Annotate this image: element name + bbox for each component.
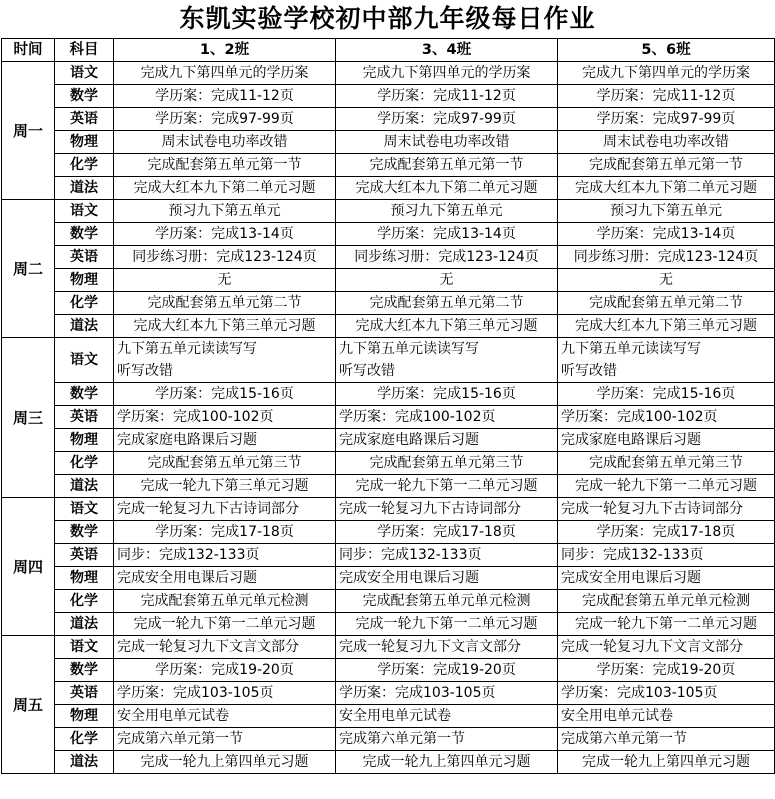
subject-cell: 物理 bbox=[55, 269, 114, 292]
subject-cell: 英语 bbox=[55, 544, 114, 567]
homework-cell: 完成配套第五单元第二节 bbox=[114, 292, 336, 315]
homework-cell: 同步练习册：完成123-124页 bbox=[336, 246, 558, 269]
homework-cell: 完成一轮九上第四单元习题 bbox=[558, 751, 775, 774]
homework-cell: 学历案：完成13-14页 bbox=[114, 223, 336, 246]
subject-cell: 数学 bbox=[55, 85, 114, 108]
homework-cell: 学历案：完成11-12页 bbox=[336, 85, 558, 108]
homework-cell: 完成一轮复习九下古诗词部分 bbox=[558, 498, 775, 521]
table-row bbox=[2, 223, 775, 246]
table-row bbox=[2, 636, 775, 659]
homework-cell: 完成安全用电课后习题 bbox=[558, 567, 775, 590]
homework-cell: 完成配套第五单元第三节 bbox=[114, 452, 336, 475]
table-row bbox=[2, 751, 775, 774]
table-row bbox=[2, 728, 775, 751]
homework-cell: 完成大红本九下第二单元习题 bbox=[336, 177, 558, 200]
homework-cell: 完成一轮复习九下文言文部分 bbox=[558, 636, 775, 659]
homework-cell: 学历案：完成103-105页 bbox=[558, 682, 775, 705]
homework-cell: 九下第五单元读读写写 听写改错 bbox=[336, 338, 558, 383]
homework-cell: 学历案：完成19-20页 bbox=[114, 659, 336, 682]
homework-cell: 完成一轮九下第一二单元习题 bbox=[558, 613, 775, 636]
homework-cell: 完成一轮九上第四单元习题 bbox=[336, 751, 558, 774]
table-row bbox=[2, 498, 775, 521]
table-row bbox=[2, 406, 775, 429]
table-row bbox=[2, 544, 775, 567]
homework-cell: 同步练习册：完成123-124页 bbox=[558, 246, 775, 269]
table-row bbox=[2, 567, 775, 590]
homework-cell: 学历案：完成97-99页 bbox=[336, 108, 558, 131]
subject-cell: 道法 bbox=[55, 751, 114, 774]
homework-cell: 完成配套第五单元第二节 bbox=[558, 292, 775, 315]
homework-cell: 完成一轮九下第一二单元习题 bbox=[114, 613, 336, 636]
homework-cell: 完成大红本九下第二单元习题 bbox=[114, 177, 336, 200]
subject-cell: 数学 bbox=[55, 383, 114, 406]
subject-cell: 语文 bbox=[55, 200, 114, 223]
homework-cell: 完成大红本九下第三单元习题 bbox=[336, 315, 558, 338]
homework-cell: 完成一轮九下第一二单元习题 bbox=[558, 475, 775, 498]
homework-cell: 九下第五单元读读写写 听写改错 bbox=[114, 338, 336, 383]
homework-cell: 学历案：完成100-102页 bbox=[114, 406, 336, 429]
homework-cell: 无 bbox=[558, 269, 775, 292]
table-row bbox=[2, 315, 775, 338]
table-row bbox=[2, 177, 775, 200]
table-row bbox=[2, 338, 775, 383]
table-row bbox=[2, 613, 775, 636]
homework-cell: 学历案：完成103-105页 bbox=[114, 682, 336, 705]
subject-cell: 英语 bbox=[55, 246, 114, 269]
header-class-1-2: 1、2班 bbox=[114, 39, 336, 62]
homework-cell: 完成安全用电课后习题 bbox=[336, 567, 558, 590]
homework-cell: 完成大红本九下第三单元习题 bbox=[558, 315, 775, 338]
homework-cell: 完成家庭电路课后习题 bbox=[336, 429, 558, 452]
subject-cell: 英语 bbox=[55, 682, 114, 705]
homework-cell: 完成一轮九下第一二单元习题 bbox=[336, 613, 558, 636]
subject-cell: 化学 bbox=[55, 590, 114, 613]
homework-cell: 完成配套第五单元第三节 bbox=[336, 452, 558, 475]
homework-cell: 完成第六单元第一节 bbox=[558, 728, 775, 751]
homework-cell: 周末试卷电功率改错 bbox=[114, 131, 336, 154]
homework-cell: 完成一轮复习九下古诗词部分 bbox=[336, 498, 558, 521]
subject-cell: 道法 bbox=[55, 475, 114, 498]
table-row bbox=[2, 85, 775, 108]
day-label: 周四 bbox=[2, 498, 55, 636]
subject-cell: 道法 bbox=[55, 613, 114, 636]
table-row bbox=[2, 452, 775, 475]
homework-cell: 完成九下第四单元的学历案 bbox=[114, 62, 336, 85]
homework-cell: 完成配套第五单元单元检测 bbox=[114, 590, 336, 613]
table-row bbox=[2, 246, 775, 269]
homework-cell: 安全用电单元试卷 bbox=[114, 705, 336, 728]
subject-cell: 道法 bbox=[55, 315, 114, 338]
table-row bbox=[2, 154, 775, 177]
homework-cell: 完成家庭电路课后习题 bbox=[558, 429, 775, 452]
homework-cell: 学历案：完成11-12页 bbox=[114, 85, 336, 108]
table-row bbox=[2, 705, 775, 728]
day-label: 周三 bbox=[2, 338, 55, 498]
homework-cell: 完成一轮复习九下文言文部分 bbox=[114, 636, 336, 659]
subject-cell: 化学 bbox=[55, 728, 114, 751]
subject-cell: 数学 bbox=[55, 659, 114, 682]
homework-cell: 学历案：完成15-16页 bbox=[114, 383, 336, 406]
table-row bbox=[2, 292, 775, 315]
homework-cell: 学历案：完成15-16页 bbox=[336, 383, 558, 406]
homework-cell: 同步练习册：完成123-124页 bbox=[114, 246, 336, 269]
homework-cell: 完成九下第四单元的学历案 bbox=[558, 62, 775, 85]
homework-cell: 学历案：完成17-18页 bbox=[114, 521, 336, 544]
subject-cell: 化学 bbox=[55, 292, 114, 315]
table-row bbox=[2, 475, 775, 498]
table-row bbox=[2, 383, 775, 406]
homework-cell: 学历案：完成17-18页 bbox=[336, 521, 558, 544]
homework-cell: 完成配套第五单元第二节 bbox=[336, 292, 558, 315]
homework-cell: 无 bbox=[114, 269, 336, 292]
day-label: 周一 bbox=[2, 62, 55, 200]
table-row bbox=[2, 429, 775, 452]
subject-cell: 语文 bbox=[55, 62, 114, 85]
header-row bbox=[2, 39, 775, 62]
table-row bbox=[2, 590, 775, 613]
homework-cell: 学历案：完成17-18页 bbox=[558, 521, 775, 544]
subject-cell: 语文 bbox=[55, 636, 114, 659]
homework-cell: 安全用电单元试卷 bbox=[558, 705, 775, 728]
subject-cell: 化学 bbox=[55, 452, 114, 475]
homework-cell: 九下第五单元读读写写 听写改错 bbox=[558, 338, 775, 383]
homework-cell: 预习九下第五单元 bbox=[114, 200, 336, 223]
day-label: 周二 bbox=[2, 200, 55, 338]
table-row bbox=[2, 269, 775, 292]
homework-cell: 完成一轮九下第三单元习题 bbox=[114, 475, 336, 498]
table-row bbox=[2, 108, 775, 131]
header-time: 时间 bbox=[2, 39, 55, 62]
homework-cell: 学历案：完成100-102页 bbox=[558, 406, 775, 429]
subject-cell: 语文 bbox=[55, 498, 114, 521]
table-row bbox=[2, 200, 775, 223]
homework-cell: 完成九下第四单元的学历案 bbox=[336, 62, 558, 85]
homework-cell: 学历案：完成15-16页 bbox=[558, 383, 775, 406]
homework-cell: 预习九下第五单元 bbox=[558, 200, 775, 223]
homework-cell: 学历案：完成19-20页 bbox=[558, 659, 775, 682]
table-row bbox=[2, 659, 775, 682]
homework-cell: 学历案：完成13-14页 bbox=[558, 223, 775, 246]
homework-cell: 周末试卷电功率改错 bbox=[558, 131, 775, 154]
table-row bbox=[2, 131, 775, 154]
homework-cell: 周末试卷电功率改错 bbox=[336, 131, 558, 154]
homework-cell: 完成大红本九下第三单元习题 bbox=[114, 315, 336, 338]
homework-cell: 学历案：完成103-105页 bbox=[336, 682, 558, 705]
homework-cell: 完成一轮九下第一二单元习题 bbox=[336, 475, 558, 498]
homework-cell: 完成第六单元第一节 bbox=[114, 728, 336, 751]
homework-cell: 同步：完成132-133页 bbox=[336, 544, 558, 567]
table-body bbox=[2, 62, 775, 774]
homework-cell: 安全用电单元试卷 bbox=[336, 705, 558, 728]
homework-cell: 完成配套第五单元第一节 bbox=[336, 154, 558, 177]
homework-table bbox=[1, 38, 775, 774]
homework-cell: 预习九下第五单元 bbox=[336, 200, 558, 223]
day-label: 周五 bbox=[2, 636, 55, 774]
homework-cell: 完成一轮复习九下文言文部分 bbox=[336, 636, 558, 659]
table-row bbox=[2, 521, 775, 544]
page-title: 东凯实验学校初中部九年级每日作业 bbox=[179, 4, 596, 33]
homework-cell: 同步：完成132-133页 bbox=[114, 544, 336, 567]
subject-cell: 物理 bbox=[55, 705, 114, 728]
homework-cell: 完成配套第五单元单元检测 bbox=[558, 590, 775, 613]
subject-cell: 语文 bbox=[55, 338, 114, 383]
homework-cell: 完成大红本九下第二单元习题 bbox=[558, 177, 775, 200]
table-row bbox=[2, 62, 775, 85]
homework-cell: 完成第六单元第一节 bbox=[336, 728, 558, 751]
subject-cell: 数学 bbox=[55, 521, 114, 544]
subject-cell: 物理 bbox=[55, 131, 114, 154]
homework-cell: 完成配套第五单元第一节 bbox=[114, 154, 336, 177]
homework-cell: 学历案：完成11-12页 bbox=[558, 85, 775, 108]
homework-cell: 完成一轮复习九下古诗词部分 bbox=[114, 498, 336, 521]
homework-cell: 完成配套第五单元第一节 bbox=[558, 154, 775, 177]
subject-cell: 数学 bbox=[55, 223, 114, 246]
header-subject: 科目 bbox=[55, 39, 114, 62]
subject-cell: 化学 bbox=[55, 154, 114, 177]
header-class-5-6: 5、6班 bbox=[558, 39, 775, 62]
homework-cell: 无 bbox=[336, 269, 558, 292]
homework-cell: 同步：完成132-133页 bbox=[558, 544, 775, 567]
homework-cell: 学历案：完成97-99页 bbox=[114, 108, 336, 131]
subject-cell: 英语 bbox=[55, 406, 114, 429]
homework-cell: 完成家庭电路课后习题 bbox=[114, 429, 336, 452]
homework-cell: 完成配套第五单元第三节 bbox=[558, 452, 775, 475]
homework-cell: 完成配套第五单元单元检测 bbox=[336, 590, 558, 613]
homework-cell: 完成安全用电课后习题 bbox=[114, 567, 336, 590]
subject-cell: 道法 bbox=[55, 177, 114, 200]
homework-cell: 学历案：完成13-14页 bbox=[336, 223, 558, 246]
homework-cell: 学历案：完成19-20页 bbox=[336, 659, 558, 682]
homework-cell: 学历案：完成97-99页 bbox=[558, 108, 775, 131]
header-class-3-4: 3、4班 bbox=[336, 39, 558, 62]
homework-cell: 学历案：完成100-102页 bbox=[336, 406, 558, 429]
subject-cell: 物理 bbox=[55, 567, 114, 590]
homework-cell: 完成一轮九上第四单元习题 bbox=[114, 751, 336, 774]
subject-cell: 英语 bbox=[55, 108, 114, 131]
table-row bbox=[2, 682, 775, 705]
subject-cell: 物理 bbox=[55, 429, 114, 452]
